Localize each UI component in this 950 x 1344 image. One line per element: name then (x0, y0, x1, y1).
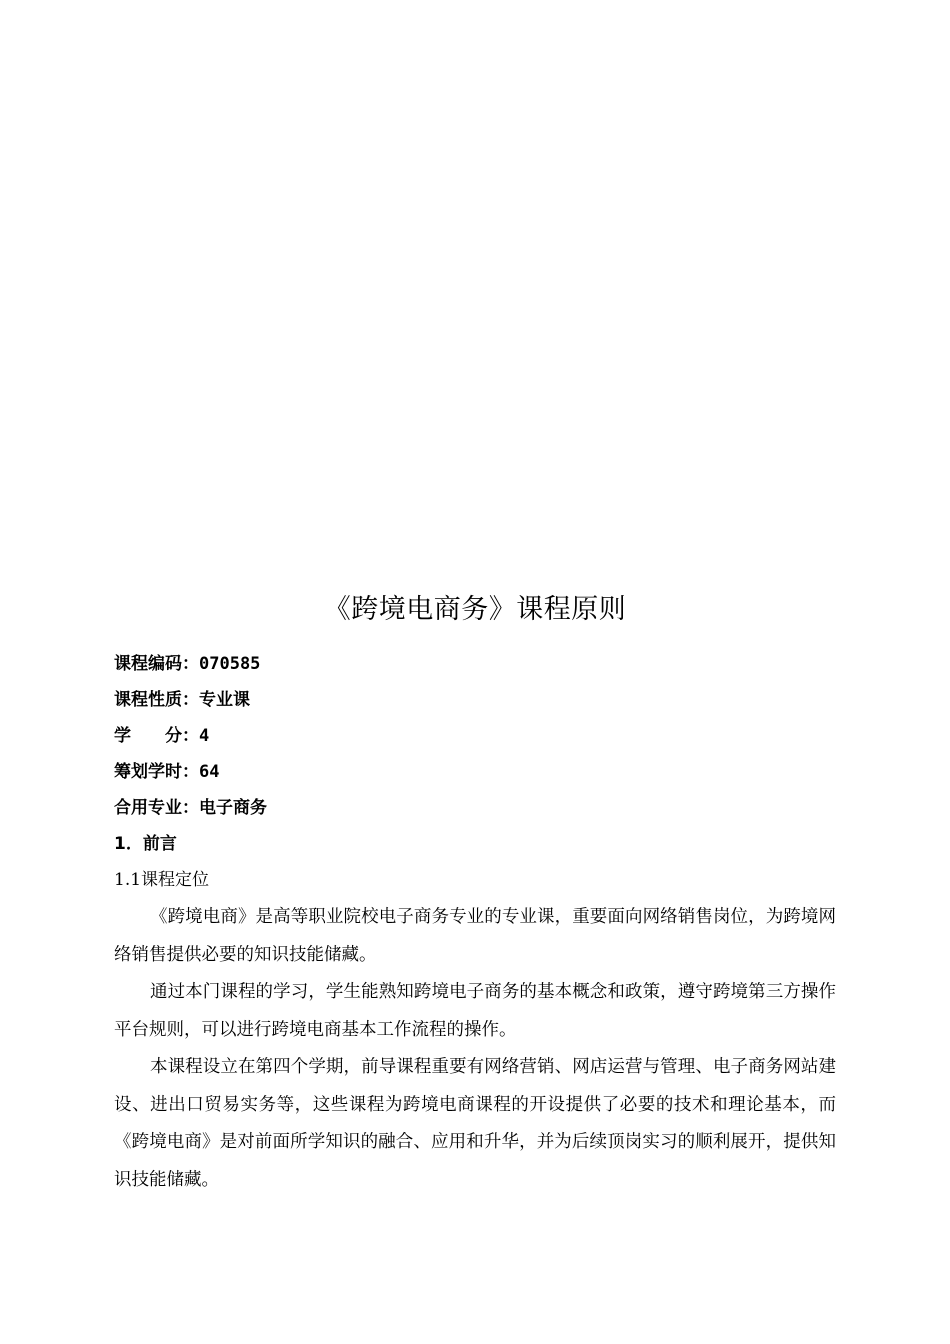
meta-applicable-major (114, 794, 834, 830)
meta-label: 课程编码： (114, 654, 199, 674)
course-meta (114, 650, 834, 902)
subsection-heading-course-positioning: 1.1课程定位 (114, 870, 210, 890)
meta-value: 电子商务 (199, 798, 267, 818)
meta-planned-hours (114, 758, 834, 794)
meta-value: 专业课 (199, 690, 250, 710)
meta-label: 课程性质： (114, 690, 199, 710)
document-title: 《跨境电商务》课程原则 (323, 594, 627, 625)
meta-credits (114, 722, 834, 758)
meta-value: 070585 (199, 654, 261, 674)
meta-value: 64 (199, 762, 220, 782)
meta-course-code (114, 650, 834, 686)
section-heading-preface: 1．前言 (114, 834, 177, 854)
body-paragraph: 《跨境电商》是高等职业院校电子商务专业的专业课，重要面向网络销售岗位，为跨境网络销售提供必要的知识技能储藏。 (114, 907, 836, 965)
body-paragraph: 通过本门课程的学习，学生能熟知跨境电子商务的基本概念和政策，遵守跨境第三方操作平台规则，可以进行跨境电商基本工作流程的操作。 (114, 982, 836, 1040)
meta-course-nature (114, 686, 834, 722)
meta-value: 4 (199, 726, 210, 746)
meta-label: 学 分： (114, 726, 199, 746)
meta-label: 筹划学时： (114, 762, 199, 782)
meta-label: 合用专业： (114, 798, 199, 818)
body-paragraph: 本课程设立在第四个学期，前导课程重要有网络营销、网店运营与管理、电子商务网站建设、进出口贸易实务等，这些课程为跨境电商课程的开设提供了必要的技术和理论基本，而《跨境电商》是对前面所学知识的融合、应用和升华，并为后续顶岗实习的顺利展开，提供知识技能储藏。 (114, 1057, 836, 1190)
